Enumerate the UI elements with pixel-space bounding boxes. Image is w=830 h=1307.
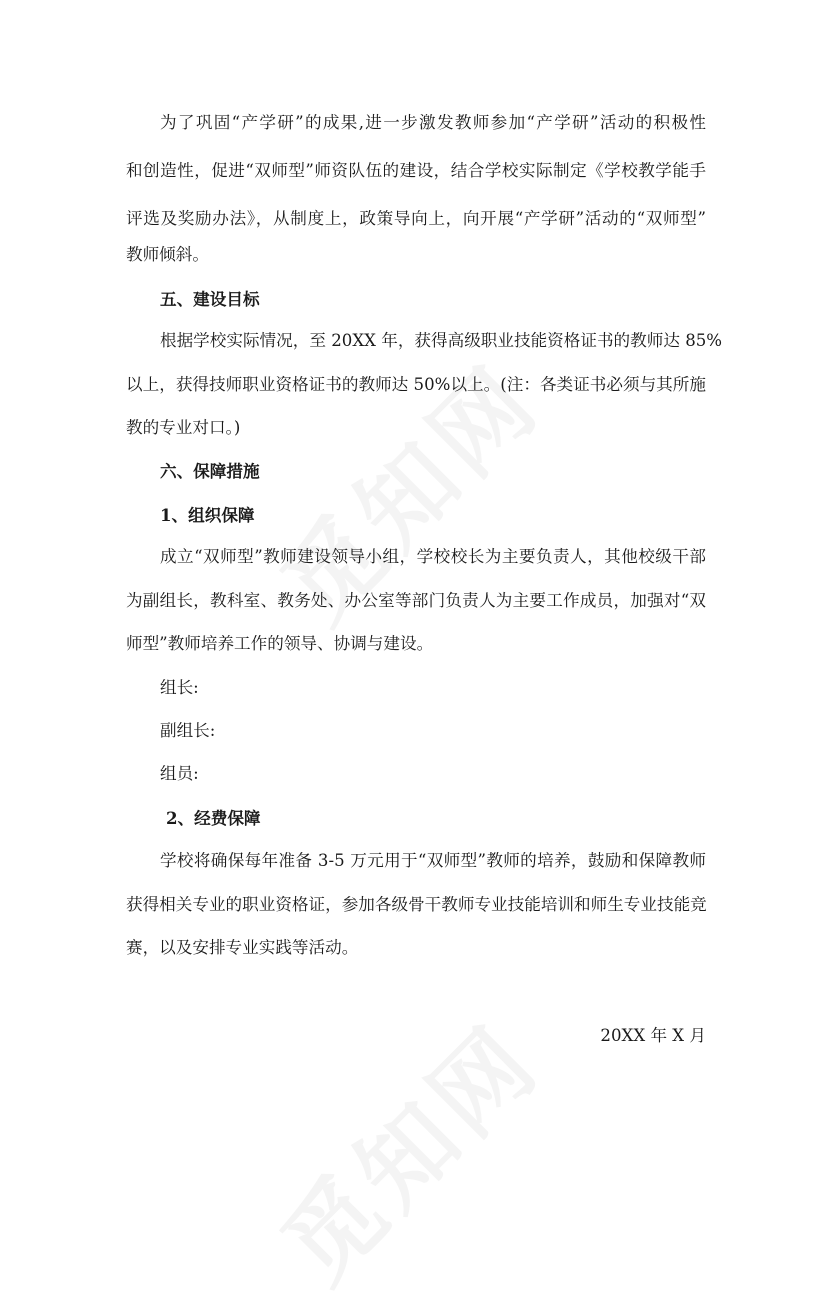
text-line: 为了巩固“产学研”的成果,进一步激发教师参加“产学研”活动的积极性 [160, 113, 706, 132]
text-line: 赛，以及安排专业实践等活动。 [126, 938, 359, 957]
text-line: 成立“双师型”教师建设领导小组，学校校长为主要负责人，其他校级干部 [160, 547, 706, 566]
text-line: 根据学校实际情况，至 20XX 年，获得高级职业技能资格证书的教师达 85% [160, 331, 723, 350]
subsection-heading: 1、组织保障 [160, 505, 255, 525]
document-date: 20XX 年 X 月 [600, 1026, 706, 1045]
subsection-heading: 2、经费保障 [166, 808, 261, 828]
role-leader: 组长: [160, 678, 199, 697]
text-line: 评选及奖励办法》，从制度上，政策导向上，向开展“产学研”活动的“双师型” [126, 209, 706, 228]
text-line: 和创造性，促进“双师型”师资队伍的建设，结合学校实际制定《学校教学能手 [126, 161, 706, 180]
text-line: 教师倾斜。 [126, 245, 209, 264]
text-line: 师型”教师培养工作的领导、协调与建设。 [126, 634, 434, 653]
text-line: 以上，获得技师职业资格证书的教师达 50%以上。(注：各类证书必须与其所施 [126, 375, 706, 394]
role-deputy: 副组长: [160, 721, 216, 740]
section-heading: 六、保障措施 [160, 461, 260, 481]
section-heading: 五、建设目标 [160, 289, 260, 309]
text-line: 教的专业对口。) [126, 418, 241, 437]
role-member: 组员: [160, 764, 199, 783]
text-line: 为副组长，教科室、教务处、办公室等部门负责人为主要工作成员，加强对“双 [126, 591, 706, 610]
text-line: 获得相关专业的职业资格证，参加各级骨干教师专业技能培训和师生专业技能竞 [126, 895, 707, 914]
text-line: 学校将确保每年准备 3-5 万元用于“双师型”教师的培养，鼓励和保障教师 [160, 851, 706, 870]
